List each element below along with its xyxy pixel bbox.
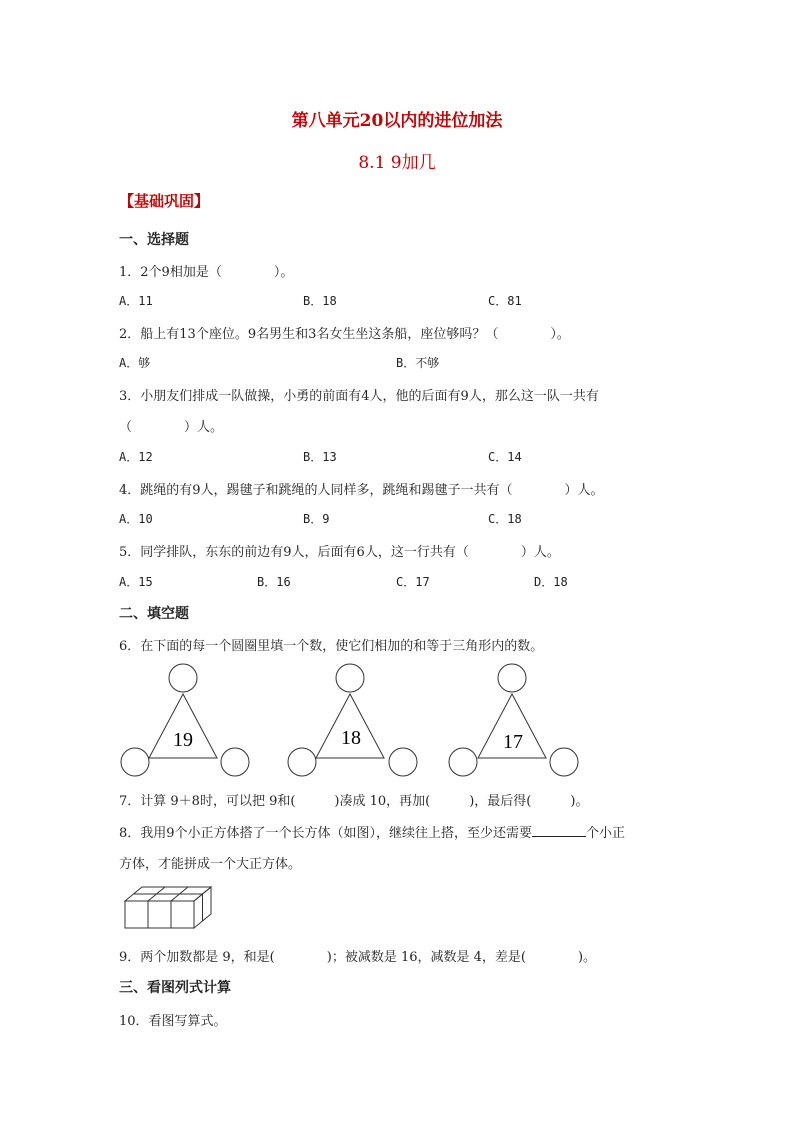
triangle-figure-3 [449,664,578,776]
option-a: A．11 [119,294,153,308]
blank-circle[interactable] [221,748,249,776]
blank-circle[interactable] [169,664,197,692]
section-tag: 【基础巩固】 [119,192,210,210]
option-b: B．13 [303,450,337,464]
blank-circle[interactable] [498,664,526,692]
question-3-continued: （ ）人。 [119,420,224,435]
option-c: C．81 [488,294,522,308]
option-c: C．14 [488,450,522,464]
option-b: B．16 [257,575,291,589]
triangle-figure-1 [121,664,249,776]
section-heading-picture: 三、看图列式计算 [119,980,231,996]
question-8 [119,822,625,841]
triangle-number: 19 [173,729,193,751]
page-title: 第八单元20以内的进位加法 [291,111,503,131]
question-3: 3．小朋友们排成一队做操，小勇的前面有4人，他的后面有9人，那么这一队一共有 [119,389,599,404]
option-a: A．12 [119,450,153,464]
question-9: 9．两个加数都是 9，和是( )；被减数是 16，减数是 4，差是( )。 [119,950,597,965]
question-1: 1．2个9相加是（ ）。 [119,265,294,280]
section-heading-fill: 二、填空题 [119,606,189,622]
question-6: 6．在下面的每一个圆圈里填一个数，使它们相加的和等于三角形内的数。 [119,639,544,654]
option-b: B．不够 [396,356,440,370]
option-c: C．17 [396,575,430,589]
option-a: A．够 [119,356,151,370]
blank-circle[interactable] [121,748,149,776]
option-a: A．15 [119,575,153,589]
question-8-text-end: 个小正 [586,826,626,841]
question-10: 10．看图写算式。 [119,1014,227,1029]
section-heading-choice: 一、选择题 [119,232,189,248]
triangle-number: 17 [503,731,523,753]
option-d: D．18 [534,575,568,589]
triangle-number: 18 [341,727,361,749]
option-b: B．9 [303,512,330,526]
blank-circle[interactable] [449,748,477,776]
blank-circle[interactable] [389,748,417,776]
blank-circle[interactable] [288,748,316,776]
option-c: C．18 [488,512,522,526]
question-7: 7．计算 9＋8时，可以把 9和( )凑成 10，再加( )，最后得( )。 [119,794,589,809]
triangle-figure-2 [288,664,417,776]
option-a: A．10 [119,512,153,526]
question-4: 4．跳绳的有9人，踢毽子和跳绳的人同样多，跳绳和踢毽子一共有（ ）人。 [119,483,604,498]
answer-blank[interactable] [532,824,586,837]
blank-circle[interactable] [550,748,578,776]
question-2: 2．船上有13个座位。9名男生和3名女生坐这条船，座位够吗？（ ）。 [119,327,570,342]
question-8-continued: 方体，才能拼成一个大正方体。 [119,857,302,872]
option-b: B．18 [303,294,337,308]
question-5: 5．同学排队，东东的前边有9人，后面有6人，这一行共有（ ）人。 [119,545,560,560]
blank-circle[interactable] [336,664,364,692]
triangle-circles-figure [115,660,595,782]
page-subtitle: 8.1 9加几 [358,153,436,173]
cuboid-figure [122,884,218,934]
question-8-text: 8．我用9个小正方体搭了一个长方体（如图），继续往上搭，至少还需要 [119,826,533,841]
